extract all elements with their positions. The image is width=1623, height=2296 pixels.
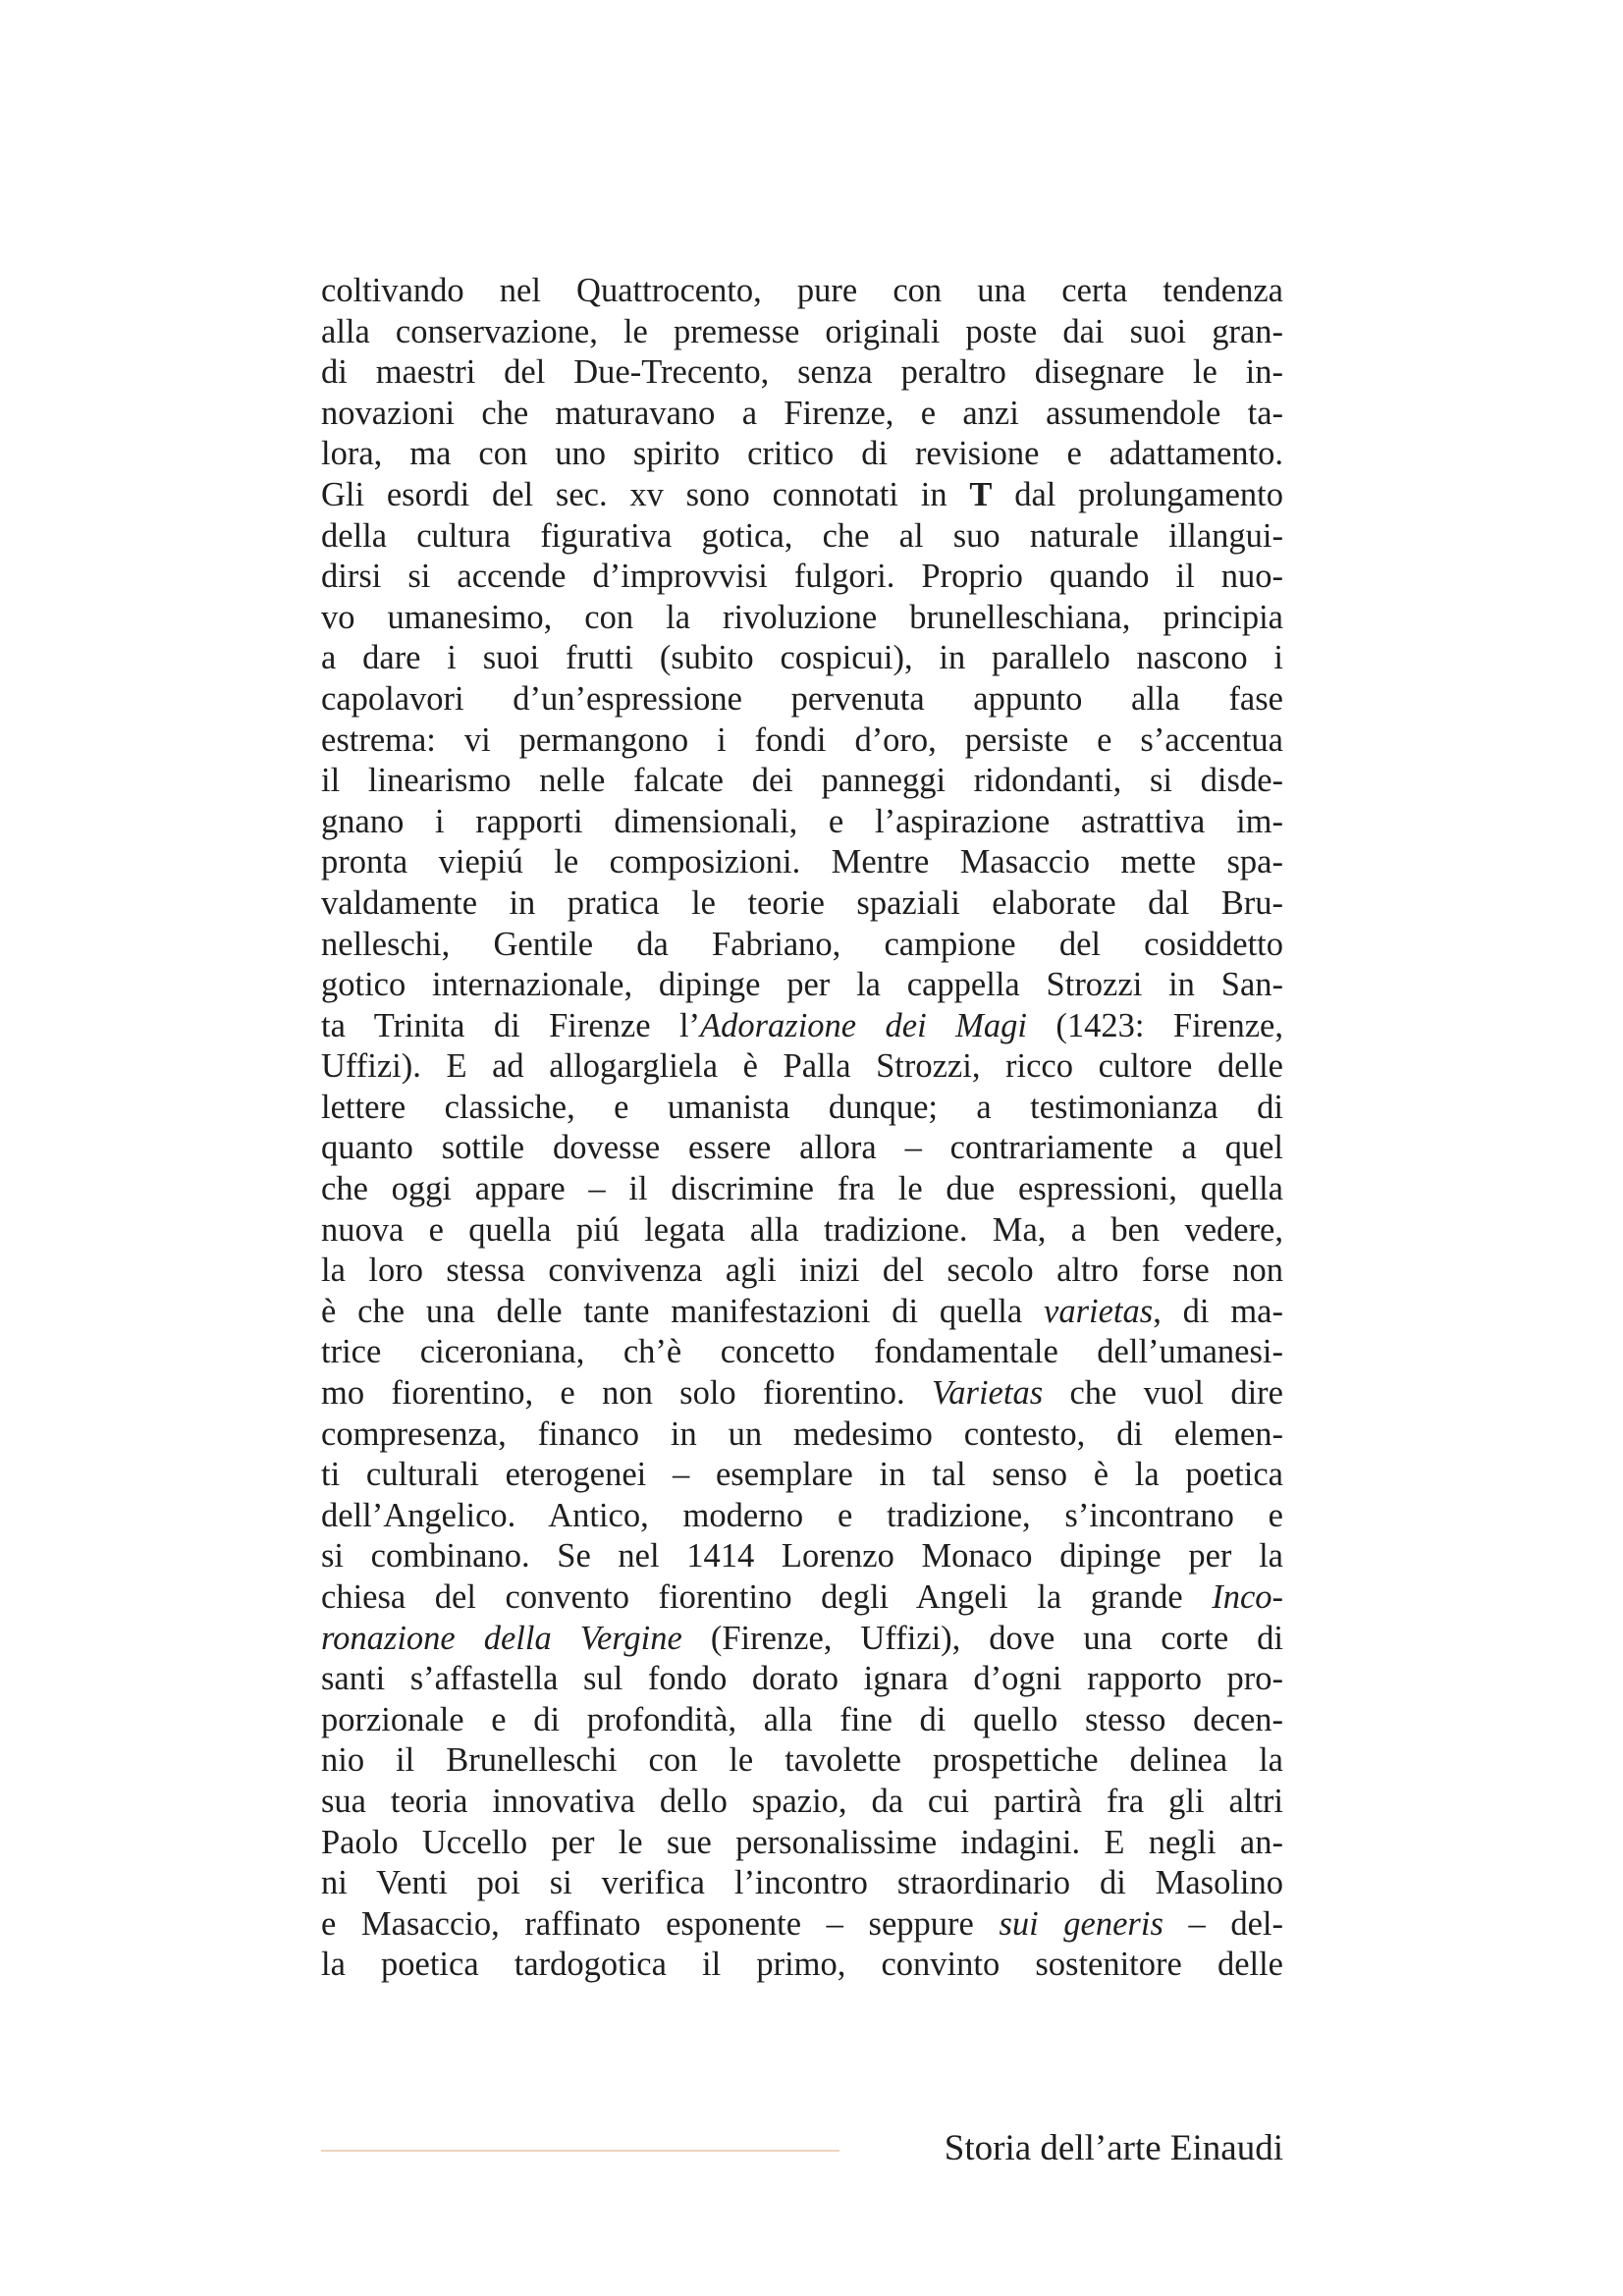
- text-line: di maestri del Due-Trecento, senza peraltro disegnare le in-: [321, 353, 1283, 392]
- text-line: a dare i suoi frutti (subito cospicui), in parallelo nascono i: [321, 639, 1283, 677]
- italic-span: sui generis: [999, 1904, 1163, 1943]
- text-line: coltivando nel Quattrocento, pure con una certa tendenza: [321, 272, 1283, 309]
- footer-publication-title: Storia dell’arte Einaudi: [944, 2128, 1283, 2168]
- text-line: trice ciceroniana, ch’è concetto fondamentale dell’umanesi-: [321, 1333, 1283, 1371]
- text-line: nuova e quella piú legata alla tradizione. Ma, a ben vedere,: [321, 1210, 1283, 1249]
- text-line: ronazione della Vergine (Firenze, Uffizi), dove una corte di: [321, 1619, 1284, 1657]
- text-line: e Masaccio, raffinato esponente – seppure sui generis – del-: [321, 1904, 1283, 1943]
- footer-divider: [321, 2150, 839, 2152]
- text-line: ni Venti poi si verifica l’incontro straordinario di Masolino: [321, 1864, 1283, 1902]
- text-line: capolavori d’un’espressione pervenuta appunto alla fase: [321, 679, 1283, 718]
- text-line: la loro stessa convivenza agli inizi del secolo altro forse non: [321, 1252, 1283, 1290]
- text-line: dirsi si accende d’improvvisi fulgori. Proprio quando il nuo-: [321, 558, 1283, 596]
- text-line: porzionale e di profondità, alla fine di quello stesso decen-: [321, 1700, 1283, 1738]
- italic-span: varietas: [1044, 1292, 1154, 1330]
- text-line: nio il Brunelleschi con le tavolette prospettiche delinea la: [321, 1741, 1283, 1780]
- text-line: valdamente in pratica le teorie spaziali elaborate dal Bru-: [321, 883, 1283, 922]
- text-line: Paolo Uccello per le sue personalissime indagini. E negli an-: [321, 1823, 1283, 1861]
- text-line: che oggi appare – il discrimine fra le due espressioni, quella: [321, 1170, 1283, 1208]
- italic-span: Varietas: [932, 1374, 1044, 1413]
- text-line: ta Trinita di Firenze l’Adorazione dei Magi (1423: Firenze,: [321, 1006, 1283, 1044]
- text-line: quanto sottile dovesse essere allora – contrariamente a quel: [321, 1129, 1283, 1167]
- body-text: [321, 271, 1283, 1986]
- text-line: dell’Angelico. Antico, moderno e tradizione, s’incontrano e: [321, 1496, 1283, 1534]
- text-line: lora, ma con uno spirito critico di revisione e adattamento.: [321, 435, 1283, 473]
- text-line: la poetica tardogotica il primo, convinto sostenitore delle: [321, 1946, 1283, 1984]
- text-line: il linearismo nelle falcate dei panneggi ridondanti, si disde-: [321, 762, 1283, 800]
- italic-span: Adorazione dei Magi: [700, 1006, 1027, 1044]
- italic-span: Inco-: [1212, 1578, 1283, 1616]
- text-line: Gli esordi del sec. xv sono connotati in T dal prolungamento: [321, 475, 1283, 513]
- text-line: vo umanesimo, con la rivoluzione brunelleschiana, principia: [321, 598, 1283, 636]
- text-line: pronta viepiú le composizioni. Mentre Masaccio mette spa-: [321, 843, 1283, 881]
- text-line: compresenza, financo in un medesimo contesto, di elemen-: [321, 1415, 1283, 1453]
- text-line: della cultura figurativa gotica, che al suo naturale illangui-: [321, 516, 1283, 555]
- text-line: alla conservazione, le premesse originali poste dai suoi gran-: [321, 312, 1283, 350]
- text-line: gnano i rapporti dimensionali, e l’aspirazione astrattiva im-: [321, 802, 1283, 840]
- text-line: estrema: vi permangono i fondi d’oro, persiste e s’accentua: [321, 721, 1283, 759]
- text-line: chiesa del convento fiorentino degli Angeli la grande Inco-: [321, 1578, 1283, 1616]
- text-line: Uffizi). E ad allogargliela è Palla Strozzi, ricco cultore delle: [321, 1047, 1283, 1086]
- text-line: santi s’affastella sul fondo dorato ignara d’ogni rapporto pro-: [321, 1660, 1283, 1698]
- text-line: è che una delle tante manifestazioni di quella varietas, di ma-: [321, 1292, 1283, 1330]
- text-line: novazioni che maturavano a Firenze, e anzi assumendole ta-: [321, 394, 1283, 432]
- text-line: sua teoria innovativa dello spazio, da cui partirà fra gli altri: [321, 1782, 1283, 1820]
- text-line: lettere classiche, e umanista dunque; a testimonianza di: [321, 1088, 1283, 1126]
- text-line: nelleschi, Gentile da Fabriano, campione del cosiddetto: [321, 925, 1283, 963]
- text-line: mo fiorentino, e non solo fiorentino. Varietas che vuol dire: [321, 1374, 1283, 1413]
- bold-span: T: [969, 475, 993, 513]
- text-line: ti culturali eterogenei – esemplare in tal senso è la poetica: [321, 1456, 1283, 1494]
- text-line: si combinano. Se nel 1414 Lorenzo Monaco dipinge per la: [321, 1537, 1283, 1575]
- text-line: gotico internazionale, dipinge per la cappella Strozzi in San-: [321, 966, 1283, 1004]
- italic-span: ronazione della Vergine: [321, 1619, 682, 1657]
